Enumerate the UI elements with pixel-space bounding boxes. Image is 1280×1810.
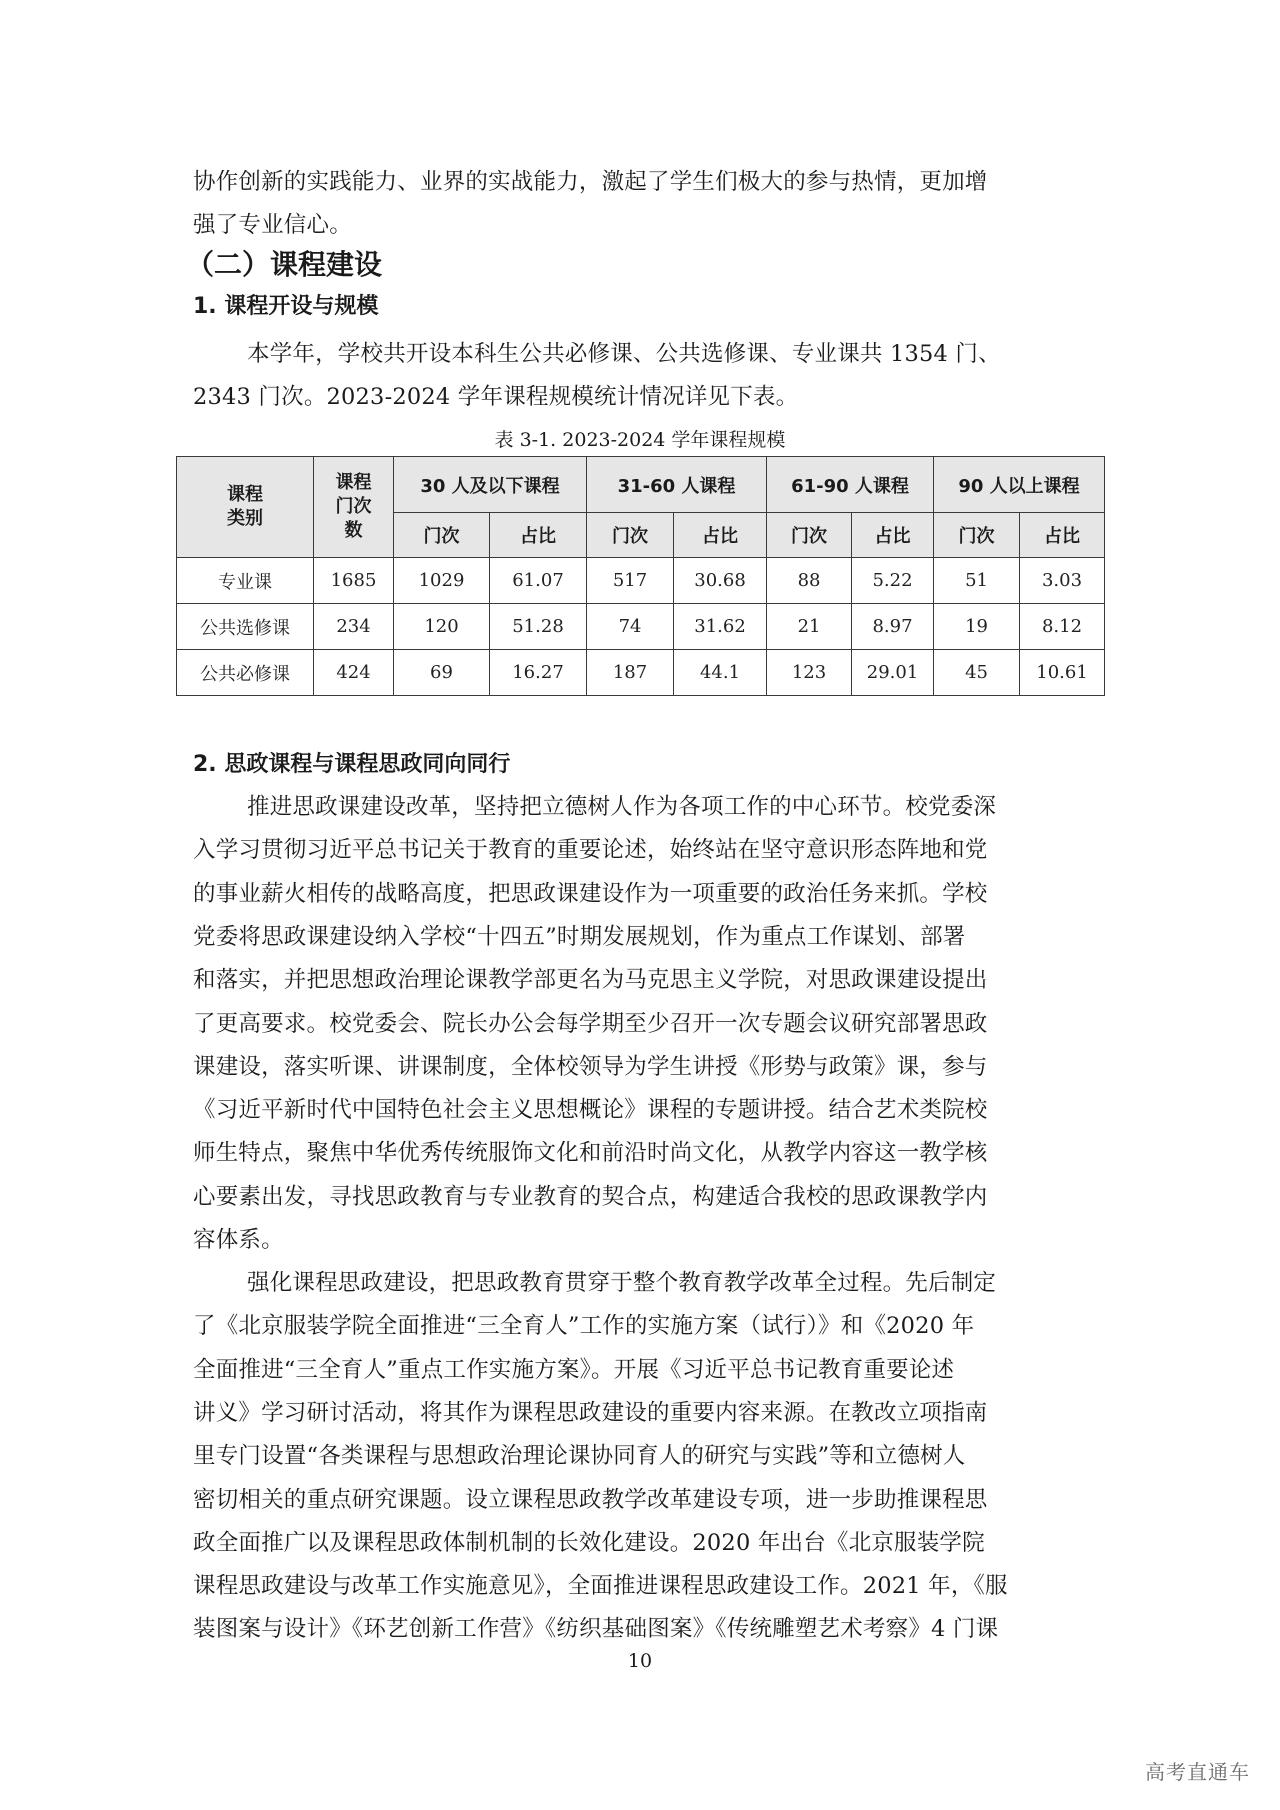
body-text-line: 推进思政课建设改革，坚持把立德树人作为各项工作的中心环节。校党委深: [247, 794, 997, 820]
body-text-line: 了更高要求。校党委会、院长办公会每学期至少召开一次专题会议研究部署思政: [193, 1010, 988, 1037]
subheader-count: 门次: [587, 513, 674, 558]
subheader-count: 门次: [394, 513, 490, 558]
table-header-row: [177, 457, 1105, 513]
table-row: [177, 650, 1105, 696]
body-text-line: 强了专业信心。: [193, 212, 352, 238]
body-text-line: 课建设，落实听课、讲课制度，全体校领导为学生讲授《形势与政策》课，参与: [193, 1053, 988, 1080]
body-text-line: 心要素出发，寻找思政教育与专业教育的契合点，构建适合我校的思政课教学内: [193, 1183, 988, 1210]
header-group-31-60: 31-60 人课程: [587, 457, 767, 513]
table-caption: 表 3-1. 2023-2024 学年课程规模: [494, 429, 786, 451]
subsection-heading-2: 2. 思政课程与课程思政同向同行: [193, 752, 511, 777]
subheader-ratio: 占比: [1020, 513, 1105, 558]
cell-value: 3.03: [1020, 558, 1105, 604]
page-number: 10: [627, 1650, 653, 1672]
header-text: 课程: [227, 484, 263, 505]
cell-value: 74: [587, 604, 674, 650]
body-text-line: 政全面推广以及课程思政体制机制的长效化建设。2020 年出台《北京服装学院: [193, 1529, 985, 1556]
cell-value: 69: [394, 650, 490, 696]
cell-value: 29.01: [852, 650, 934, 696]
subheader-ratio: 占比: [674, 513, 767, 558]
cell-category: 公共选修课: [177, 604, 314, 650]
cell-value: 187: [587, 650, 674, 696]
body-text-line: 协作创新的实践能力、业界的实战能力，激起了学生们极大的参与热情，更加增: [193, 169, 988, 195]
subheader-ratio: 占比: [852, 513, 934, 558]
body-text-line: 课程思政建设与改革工作实施意见》，全面推进课程思政建设工作。2021 年，《服: [193, 1573, 1008, 1600]
body-text-line: 党委将思政课建设纳入学校“十四五”时期发展规划，作为重点工作谋划、部署: [193, 923, 966, 950]
cell-category: 专业课: [177, 558, 314, 604]
cell-value: 44.1: [674, 650, 767, 696]
cell-value: 30.68: [674, 558, 767, 604]
header-course-category: [177, 457, 314, 558]
table-row: [177, 558, 1105, 604]
body-text-line: 全面推进“三全育人”重点工作实施方案》。开展《习近平总书记教育重要论述: [193, 1356, 955, 1383]
header-text: 课程: [335, 472, 372, 493]
cell-value: 123: [767, 650, 852, 696]
cell-value: 8.97: [852, 604, 934, 650]
cell-value: 1029: [394, 558, 490, 604]
body-text-line: 强化课程思政建设，把思政教育贯穿于整个教育教学改革全过程。先后制定: [247, 1270, 997, 1296]
body-text-line: 《习近平新时代中国特色社会主义思想概论》课程的专题讲授。结合艺术类院校: [193, 1097, 988, 1124]
subheader-ratio: 占比: [490, 513, 587, 558]
header-group-30-below: 30 人及以下课程: [394, 457, 587, 513]
body-text-line: 里专门设置“各类课程与思想政治理论课协同育人的研究与实践”等和立德树人: [193, 1443, 966, 1470]
subsection-heading-1: 1. 课程开设与规模: [193, 294, 379, 319]
course-scale-table: [176, 456, 1105, 696]
cell-value: 517: [587, 558, 674, 604]
body-text-line: 了《北京服装学院全面推进“三全育人”工作的实施方案（试行）》和《2020 年: [193, 1313, 975, 1340]
cell-value: 45: [934, 650, 1020, 696]
body-text-line: 2343 门次。2023-2024 学年课程规模统计情况详见下表。: [193, 384, 799, 410]
body-text-line: 装图案与设计》《环艺创新工作营》《纺织基础图案》《传统雕塑艺术考察》4 门课: [193, 1616, 999, 1643]
cell-value: 16.27: [490, 650, 587, 696]
cell-value: 51: [934, 558, 1020, 604]
cell-category: 公共必修课: [177, 650, 314, 696]
subheader-count: 门次: [767, 513, 852, 558]
cell-total: 1685: [314, 558, 394, 604]
body-text-line: 和落实，并把思想政治理论课教学部更名为马克思主义学院，对思政课建设提出: [193, 967, 988, 994]
section-heading: （二）课程建设: [186, 248, 383, 281]
header-group-90-above: 90 人以上课程: [934, 457, 1105, 513]
cell-total: 424: [314, 650, 394, 696]
cell-value: 19: [934, 604, 1020, 650]
table-row: [177, 604, 1105, 650]
subheader-count: 门次: [934, 513, 1020, 558]
cell-value: 120: [394, 604, 490, 650]
cell-value: 5.22: [852, 558, 934, 604]
header-text: 数: [344, 520, 363, 541]
header-text: 门次: [335, 496, 372, 517]
header-text: 类别: [227, 508, 263, 529]
body-text-line: 师生特点，聚焦中华优秀传统服饰文化和前沿时尚文化，从教学内容这一教学核: [193, 1140, 988, 1167]
cell-value: 88: [767, 558, 852, 604]
header-group-61-90: 61-90 人课程: [767, 457, 934, 513]
cell-value: 21: [767, 604, 852, 650]
body-text-line: 容体系。: [193, 1227, 284, 1253]
cell-value: 51.28: [490, 604, 587, 650]
header-course-count: [314, 457, 394, 558]
body-text-line: 讲义》学习研讨活动，将其作为课程思政建设的重要内容来源。在教改立项指南: [193, 1399, 988, 1426]
cell-total: 234: [314, 604, 394, 650]
body-text-line: 密切相关的重点研究课题。设立课程思政教学改革建设专项，进一步助推课程思: [193, 1486, 988, 1513]
watermark: 高考直通车: [1145, 1760, 1250, 1784]
body-text-line: 的事业薪火相传的战略高度，把思政课建设作为一项重要的政治任务来抓。学校: [193, 880, 988, 907]
body-text-line: 本学年，学校共开设本科生公共必修课、公共选修课、专业课共 1354 门、: [247, 341, 1001, 367]
cell-value: 61.07: [490, 558, 587, 604]
cell-value: 10.61: [1020, 650, 1105, 696]
cell-value: 8.12: [1020, 604, 1105, 650]
cell-value: 31.62: [674, 604, 767, 650]
body-text-line: 入学习贯彻习近平总书记关于教育的重要论述，始终站在坚守意识形态阵地和党: [193, 837, 988, 864]
